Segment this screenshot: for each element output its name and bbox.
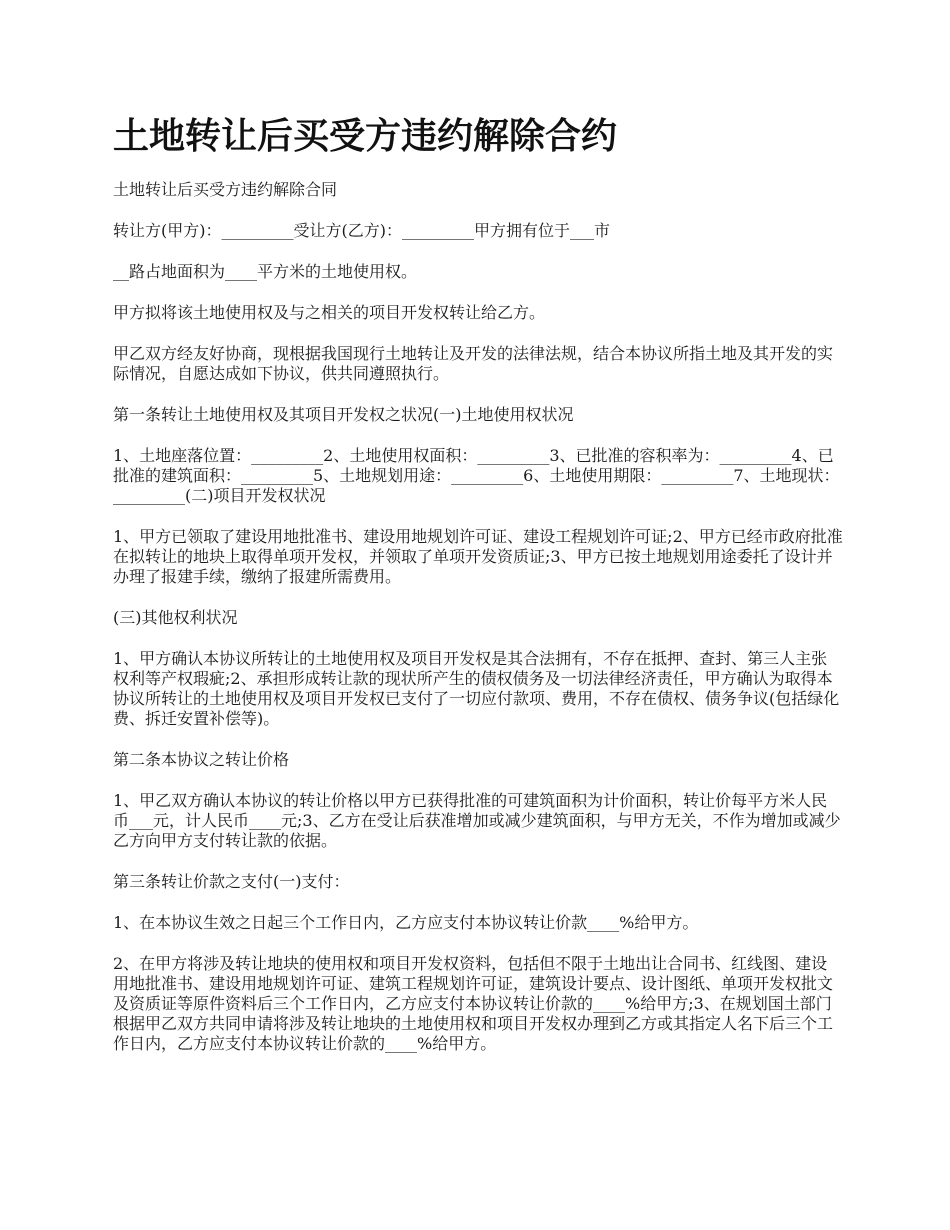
paragraph-land-location: __路占地面积为____平方米的土地使用权。	[113, 262, 418, 281]
paragraph-other-rights: 1、甲方确认本协议所转让的土地使用权及项目开发权是其合法拥有，不存在抵押、查封、第三人主张权利等产权瑕疵;2、承担形成转让款的现状所产生的债权债务及一切法律经济责任，甲方确认为取得本协议所转让的土地使用权及项目开发权已支付了一切应付款项、费用，不存在债权、债务争议(包括绿化费、拆迁安置补偿等)。	[113, 649, 840, 728]
document-page	[113, 110, 843, 1075]
paragraph-article-3-heading: 第三条转让价款之支付(一)支付：	[113, 872, 350, 891]
paragraph-parties: 转让方(甲方)：_________受让方(乙方)：_________甲方拥有位于___市	[113, 221, 610, 240]
paragraph-payment-1: 1、在本协议生效之日起三个工作日内，乙方应支付本协议转让价款____%给甲方。	[113, 913, 699, 932]
paragraph-land-details: 1、土地座落位置：_________2、土地使用权面积：_________3、已批准的容积率为：_________4、已批准的建筑面积：_________5、土地规划用途：_________6、土地使用期限：_________7、土地现状：_________(二)项目开发权状况	[113, 446, 840, 505]
paragraph-subtitle: 土地转让后买受方违约解除合同	[113, 180, 338, 199]
paragraph-payment-2: 2、在甲方将涉及转让地块的使用权和项目开发权资料，包括但不限于土地出让合同书、红线图、建设用地批准书、建设用地规划许可证、建筑工程规划许可证，建筑设计要点、设计图纸、单项开发权批文及资质证等原件资料后三个工作日内，乙方应支付本协议转让价款的____%给甲方;3、在规划国土部门根据甲乙双方共同申请将涉及转让地块的土地使用权和项目开发权办理到乙方或其指定人名下后三个工作日内，乙方应支付本协议转让价款的____%给甲方。	[113, 954, 834, 1053]
paragraph-development-rights: 1、甲方已领取了建设用地批准书、建设用地规划许可证、建设工程规划许可证;2、甲方已经市政府批准在拟转让的地块上取得单项开发权，并领取了单项开发资质证;3、甲方已按土地规划用途委托了设计并办理了报建手续，缴纳了报建所需费用。	[113, 527, 843, 586]
paragraph-article-1-heading: 第一条转让土地使用权及其项目开发权之状况(一)土地使用权状况	[113, 405, 574, 424]
paragraph-agreement-basis: 甲乙双方经友好协商，现根据我国现行土地转让及开发的法律法规，结合本协议所指土地及其开发的实际情况，自愿达成如下协议，供共同遵照执行。	[113, 344, 834, 383]
document-title: 土地转让后买受方违约解除合约	[113, 115, 618, 157]
paragraph-other-rights-heading: (三)其他权利状况	[113, 608, 238, 627]
paragraph-intent: 甲方拟将该土地使用权及与之相关的项目开发权转让给乙方。	[113, 303, 546, 322]
paragraph-article-2-heading: 第二条本协议之转让价格	[113, 750, 290, 769]
paragraph-transfer-price: 1、甲乙双方确认本协议的转让价格以甲方已获得批准的可建筑面积为计价面积，转让价每平方米人民币___元，计人民币____元;3、乙方在受让后获准增加或减少建筑面积，与甲方无关，不作为增加或减少乙方向甲方支付转让款的依据。	[113, 791, 841, 850]
